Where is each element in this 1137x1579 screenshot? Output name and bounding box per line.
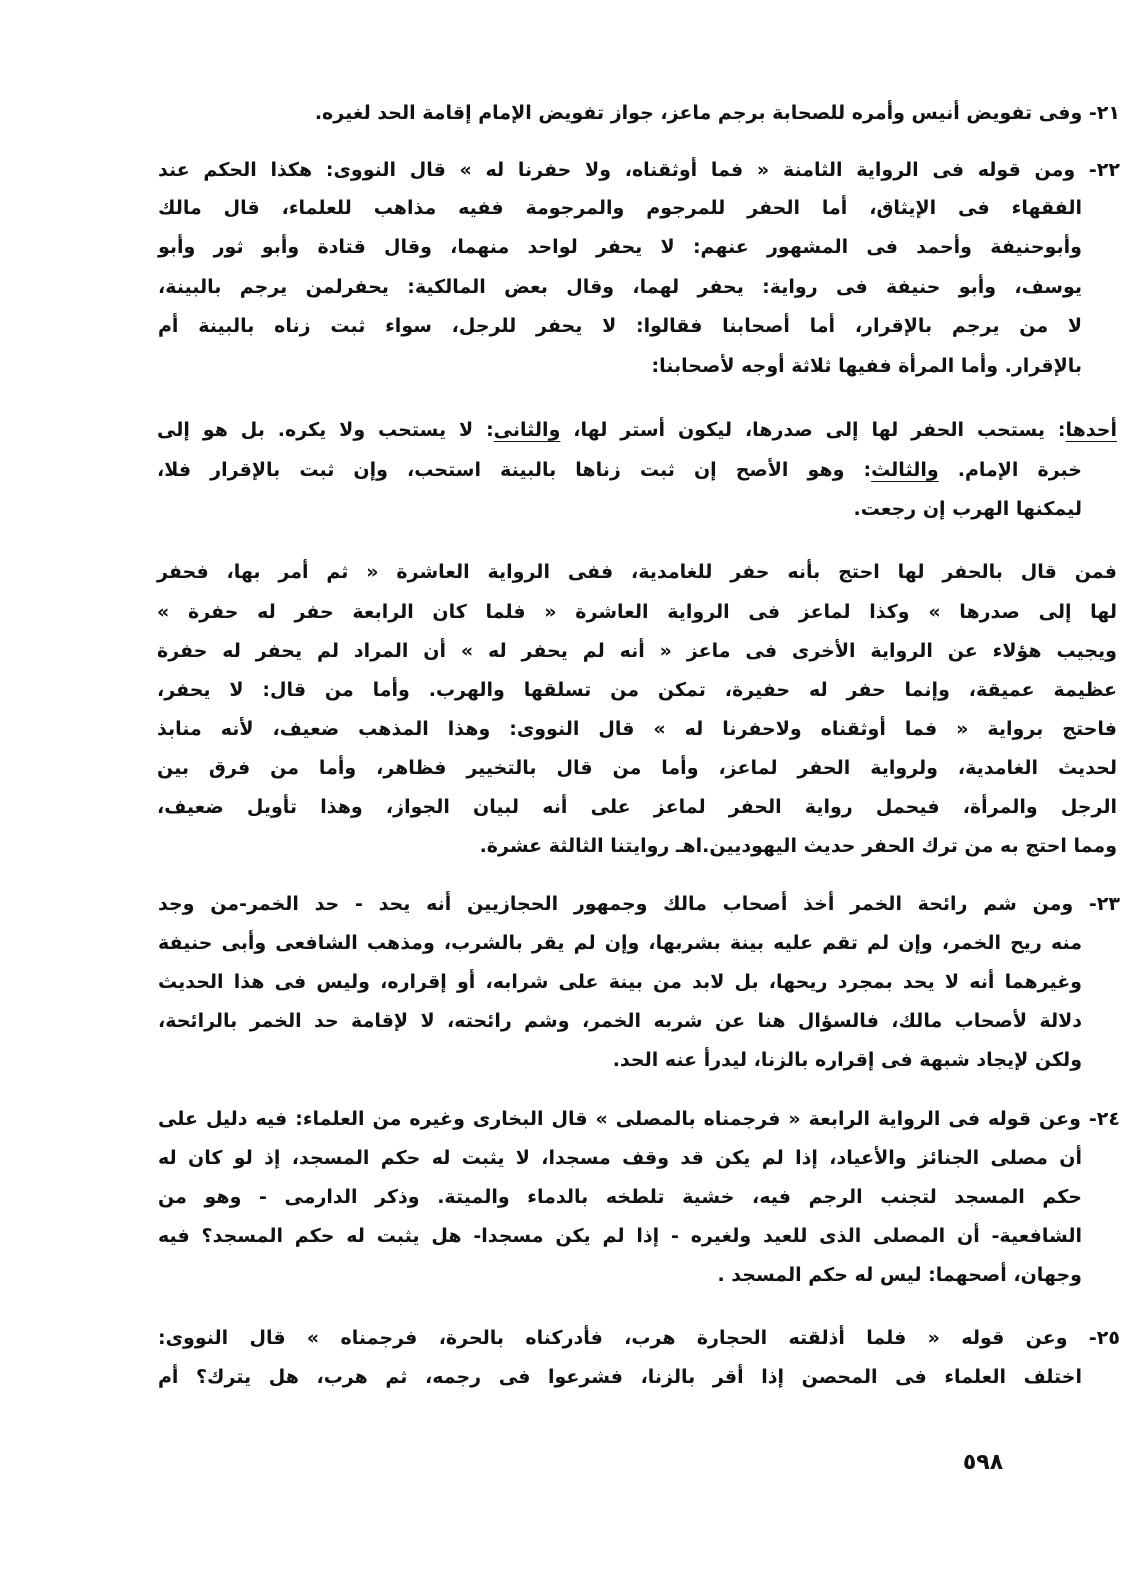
item-22-views-line-1 (157, 418, 1117, 442)
item-25-line-2: اختلف العلماء فى المحصن إذا أقر بالزنا، فشرعوا فى رجمه، ثم هرب، هل يترك؟ أم (158, 1366, 1082, 1388)
item-22-line-4: يوسف، وأبو حنيفة فى رواية: يحفر لهما، وقال بعض المالكية: يحفرلمن يرجم بالبينة، (158, 276, 1082, 298)
item-22-line-2: الفقهاء فى الإيثاق، أما الحفر للمرجوم والمرجومة ففيه مذاهب للعلماء، قال مالك (158, 197, 1082, 219)
item-24-line-5: وجهان، أصحهما: ليس له حكم المسجد . (717, 1264, 1082, 1286)
item-22-line-5: لا من يرجم بالإقرار، أما أصحابنا فقالوا: لا يحفر للرجل، سواء ثبت زناه بالبينة أم (158, 315, 1082, 337)
view-label-second: والثانى (493, 419, 561, 441)
item-23-line-1: ٢٣- ومن شم رائحة الخمر أخذ أصحاب مالك وجمهور الحجازيين أنه يحد - حد الخمر-من وجد (158, 893, 1120, 915)
item-24-line-3: حكم المسجد لتجنب الرجم فيه، خشية تلطخه بالدماء والميتة. وذكر الدارمى - وهو من (158, 1186, 1082, 1208)
item-22-para2-line-1: فمن قال بالحفر لها احتج بأنه حفر للغامدية، ففى الرواية العاشرة « ثم أمر بها، فحفر (157, 561, 1117, 583)
view-label-first: أحدها (1065, 419, 1117, 441)
item-23-line-5: ولكن لإيجاد شبهة فى إقراره بالزنا، ليدرأ عنه الحد. (612, 1049, 1082, 1071)
item-22-para2-line-4: عظيمة عميقة، وإنما حفر له حفيرة، تمكن من تسلقها والهرب. وأما من قال: لا يحفر، (157, 679, 1117, 701)
item-23-line-4: دلالة لأصحاب مالك، فالسؤال هنا عن شربه الخمر، وشم رائحته، لا لإقامة حد الخمر بالرائحة، (158, 1010, 1082, 1032)
item-23-line-2: منه ريح الخمر، وإن لم تقم عليه بينة بشربها، وإن لم يقر بالشرب، ومذهب الشافعى وأبى حنيفة (158, 932, 1082, 954)
view-text-first: : يستحب الحفر لها إلى صدرها، ليكون أستر لها، (560, 419, 1066, 441)
item-24-line-1: ٢٤- وعن قوله فى الرواية الرابعة « فرجمناه بالمصلى » قال البخارى وغيره من العلماء: فيه دليل على (158, 1108, 1120, 1130)
item-22-para2-line-5: فاحتج برواية « فما أوثقناه ولاحفرنا له » قال النووى: وهذا المذهب ضعيف، لأنه منابذ (157, 718, 1117, 740)
item-22-line-1: ٢٢- ومن قوله فى الرواية الثامنة « فما أوثقناه، ولا حفرنا له » قال النووى: هكذا الحكم عند (158, 159, 1120, 181)
item-22-para2-line-6: لحديث الغامدية، ولرواية الحفر لماعز، وأما من قال بالتخيير فظاهر، وأما من فرق بين (157, 757, 1117, 779)
item-24-line-4: الشافعية- أن المصلى الذى للعيد ولغيره - إذا لم يكن مسجدا- هل يثبت له حكم المسجد؟ فيه (158, 1225, 1082, 1247)
item-25-line-1: ٢٥- وعن قوله « فلما أذلقته الحجارة هرب، فأدركناه بالحرة، فرجمناه » قال النووى: (158, 1327, 1120, 1349)
item-22-line-6: بالإقرار. وأما المرأة ففيها ثلاثة أوجه لأصحابنا: (651, 355, 1082, 377)
item-22-views-line-3: ليمكنها الهرب إن رجعت. (853, 498, 1082, 520)
page-number: ٥٩٨ (962, 1450, 1004, 1475)
item-23-line-3: وغيرهما أنه لا يحد بمجرد ريحها، بل لابد من بينة على شرابه، أو إقراره، وليس فى هذا الحديث (158, 971, 1082, 993)
item-22-para2-line-8: ومما احتج به من ترك الحفر حديث اليهوديين.اهـ روايتنا الثالثة عشرة. (479, 835, 1117, 857)
view-text-imam: خبرة الإمام. (938, 459, 1082, 481)
item-22-views-line-2 (157, 458, 1082, 482)
item-21-line-1: ٢١- وفى تفويض أنيس وأمره للصحابة برجم ماعز، جواز تفويض الإمام إقامة الحد لغيره. (314, 102, 1120, 124)
item-22-para2-line-7: الرجل والمرأة، فيحمل رواية الحفر لماعز على أنه لبيان الجواز، وهذا تأويل ضعيف، (157, 796, 1117, 818)
item-22-line-3: وأبوحنيفة وأحمد فى المشهور عنهم: لا يحفر لواحد منهما، وقال قتادة وأبو ثور وأبو (158, 236, 1082, 258)
item-22-para2-line-3: ويجيب هؤلاء عن الرواية الأخرى فى ماعز « أنه لم يحفر له » أن المراد لم يحفر له حفرة (157, 640, 1117, 662)
view-text-third: : وهو الأصح إن ثبت زناها بالبينة استحب، وإن ثبت بالإقرار فلا، (157, 459, 872, 481)
item-24-line-2: أن مصلى الجنائز والأعياد، إذا لم يكن قد وقف مسجدا، لا يثبت له حكم المسجد، إذ لو كان له (158, 1147, 1082, 1169)
view-text-second: : لا يستحب ولا يكره. بل هو إلى (157, 419, 494, 441)
item-22-para2-line-2: لها إلى صدرها » وكذا لماعز فى الرواية العاشرة « فلما كان الرابعة حفر له حفرة » (157, 601, 1117, 623)
view-label-third: والثالث (871, 459, 939, 481)
